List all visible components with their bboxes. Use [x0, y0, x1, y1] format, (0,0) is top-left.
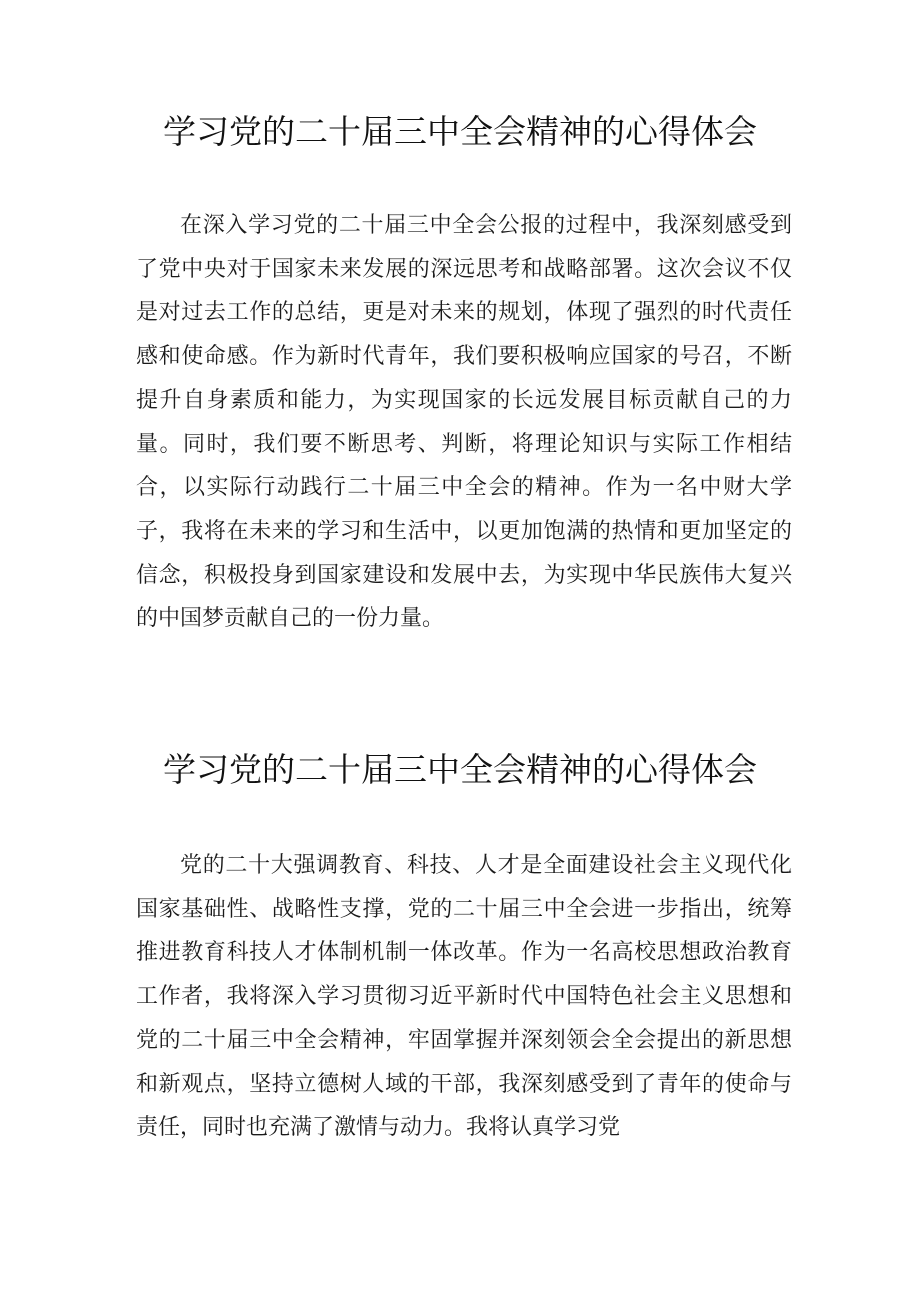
essay-section-2: [0, 738, 920, 1141]
essay-paragraph-1: 在深入学习党的二十届三中全会公报的过程中，我深刻感受到了党中央对于国家未来发展的深远思考和战略部署。这次会议不仅是对过去工作的总结，更是对未来的规划，体现了强烈的时代责任感和使命感。作为新时代青年，我们要积极响应国家的号召，不断提升自身素质和能力，为实现国家的长远发展目标贡献自己的力量。同时，我们要不断思考、判断，将理论知识与实际工作相结合，以实际行动践行二十届三中全会的精神。作为一名中财大学子，我将在未来的学习和生活中，以更加饱满的热情和更加坚定的信念，积极投身到国家建设和发展中去，为实现中华民族伟大复兴的中国梦贡献自己的一份力量。: [136, 213, 792, 632]
essay-title-1: 学习党的二十届三中全会精神的心得体会: [163, 112, 757, 151]
essay-paragraph-2: 党的二十大强调教育、科技、人才是全面建设社会主义现代化国家基础性、战略性支撑，党的二十届三中全会进一步指出，统筹推进教育科技人才体制机制一体改革。作为一名高校思想政治教育工作者，我将深入学习贯彻习近平新时代中国特色社会主义思想和党的二十届三中全会精神，牢固掌握并深刻领会全会提出的新思想和新观点，坚持立德树人域的干部，我深刻感受到了青年的使命与责任，同时也充满了激情与动力。我将认真学习党: [136, 853, 792, 1141]
essay-section-1: [0, 100, 920, 632]
essay-title-2: 学习党的二十届三中全会精神的心得体会: [163, 750, 757, 789]
